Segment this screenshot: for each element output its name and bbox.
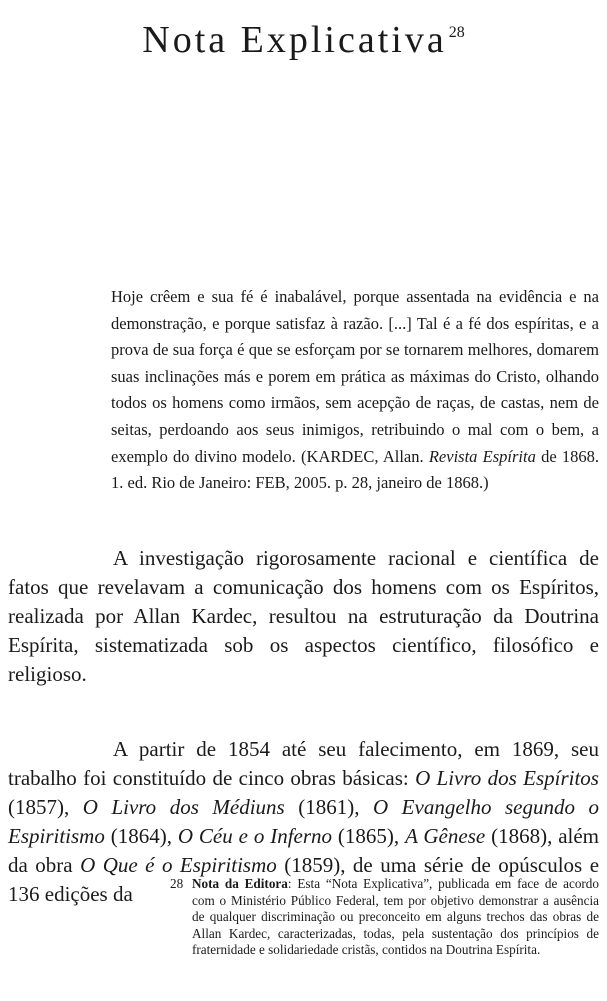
book-title-livro-mediuns: O Livro dos Médiuns xyxy=(82,795,285,819)
footnote-number: 28 xyxy=(170,876,184,891)
footnote xyxy=(170,876,599,959)
quote-citation-tail: de 1868. 1. ed. Rio de Janeiro: FEB, 2005. p. 28, janeiro de 1868.) xyxy=(111,446,599,493)
paragraph2-text-3: (1861), xyxy=(284,795,373,819)
footnote-label: Nota da Editora xyxy=(192,876,288,891)
paragraph2-text-5: (1865), xyxy=(332,824,406,848)
page-title xyxy=(0,20,607,62)
footnote-reference: 28 xyxy=(448,24,465,41)
quote-text: Hoje crêem e sua fé é inabalável, porque assentada na evidência e na demonstração, e porque satisfaz à razão. [...] Tal é a fé dos espíritas, e a prova de sua força é que se esforçam por se tornarem melhores, domarem suas inclinações más e porem em prática as máximas do Cristo, olhando todos os homens como irmãos, sem acepção de raças, de castas, nem de seitas, perdoando aos seus inimigos, retribuindo o mal com o bem, a exemplo do divino modelo. (KARDEC, Allan. xyxy=(111,287,599,466)
paragraph2-text-2: (1857), xyxy=(8,795,83,819)
paragraph2-text-7: (1859), de uma série de opúsculos e 136 edições da xyxy=(8,853,600,906)
block-quote xyxy=(111,284,599,497)
paragraph2-text-4: (1864), xyxy=(104,824,178,848)
book-title-genese: A Gênese xyxy=(405,824,486,848)
book-title-ceu-inferno: O Céu e o Inferno xyxy=(177,824,333,848)
paragraph2-text-1: A partir de 1854 até seu falecimento, em 1869, seu trabalho foi constituído de cinco obras básicas: xyxy=(8,737,599,790)
paragraph2-text-6: (1868), além da obra xyxy=(8,824,600,877)
book-title-livro-espiritos: O Livro dos Espíritos xyxy=(415,766,599,790)
book-title-o-que-e: O Que é o Espiritismo xyxy=(80,853,277,877)
footnote-text: : Esta “Nota Explicativa”, publicada em face de acordo com o Ministério Público Federal, tem por objetivo demonstrar a ausência de qualquer discriminação ou preconceito em alguns trechos das obras de Allan Kardec, caracterizadas, todas, pela sustentação dos princípios de fraternidade e solidariedade cristãs, contidos na Doutrina Espírita. xyxy=(192,876,599,957)
book-title-evangelho: O Evangelho segundo o Espiritismo xyxy=(8,795,599,848)
quote-book-title: Revista Espírita xyxy=(428,446,536,466)
body-paragraph-1: A investigação rigorosamente racional e científica de fatos que revelavam a comunicação dos homens com os Espíritos, realizada por Allan Kardec, resultou na estruturação da Doutrina Espírita, sistematizada sob os aspectos científico, filosófico e religioso. xyxy=(8,546,599,686)
footnote-body xyxy=(192,876,599,959)
page-title-text: Nota Explicativa xyxy=(142,19,447,61)
